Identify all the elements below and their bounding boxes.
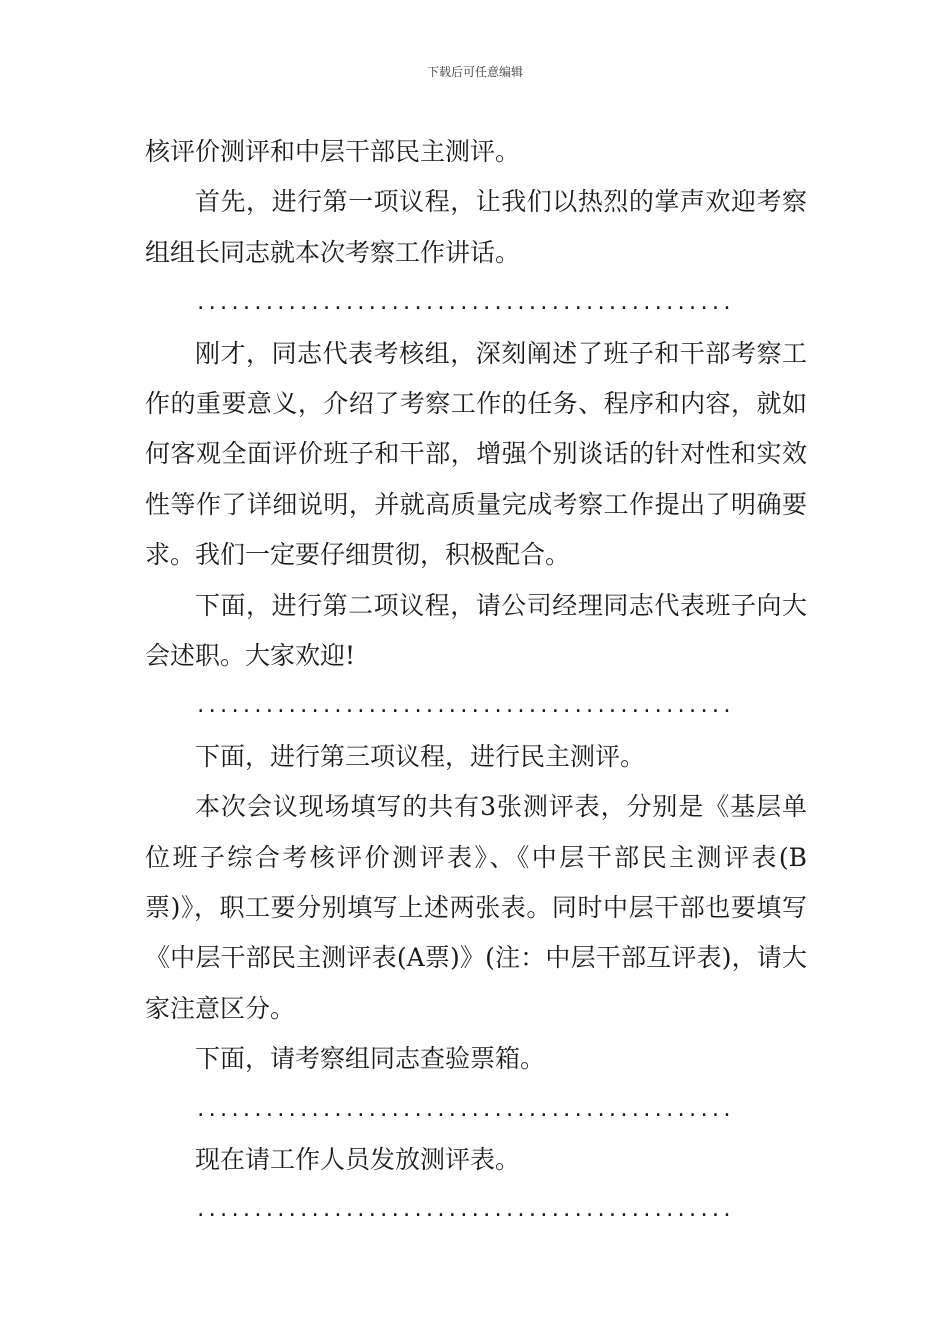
paragraph-7: 下面，请考察组同志查验票箱。 [195,1044,546,1074]
paragraph-2: 首先，进行第一项议程，让我们以热烈的掌声欢迎考察组组长同志就本次考察工作讲话。 [145,187,807,267]
paragraph-6: 本次会议现场填写的共有3张测评表，分别是《基层单位班子综合考核评价测评表》、《中层干部民主测评表(B票)》，职工要分别填写上述两张表。同时中层干部也要填写《中层干部民主测评表(A票)》(注：中层干部互评表)，请大家注意区分。 [145,792,807,1023]
ellipsis-line-4: ............................................... [195,1199,733,1222]
paragraph-3: 刚才，同志代表考核组，深刻阐述了班子和干部考察工作的重要意义，介绍了考察工作的任务、程序和内容，就如何客观全面评价班子和干部，增强个别谈话的针对性和实效性等作了详细说明，并就高质量完成考察工作提出了明确要求。我们一定要仔细贯彻，积极配合。 [145,338,807,570]
document-body [145,127,807,1236]
ellipsis-line-2: ............................................... [195,695,733,718]
paragraph-5: 下面，进行第三项议程，进行民主测评。 [195,741,646,771]
paragraph-8: 现在请工作人员发放测评表。 [195,1145,521,1175]
paragraph-1: 核评价测评和中层干部民主测评。 [145,137,521,166]
page-header: 下载后可任意编辑 [426,65,523,79]
ellipsis-line-3: ............................................... [195,1098,733,1121]
paragraph-4: 下面，进行第二项议程，请公司经理同志代表班子向大会述职。大家欢迎! [145,590,807,671]
ellipsis-line-1: ............................................... [195,292,733,315]
